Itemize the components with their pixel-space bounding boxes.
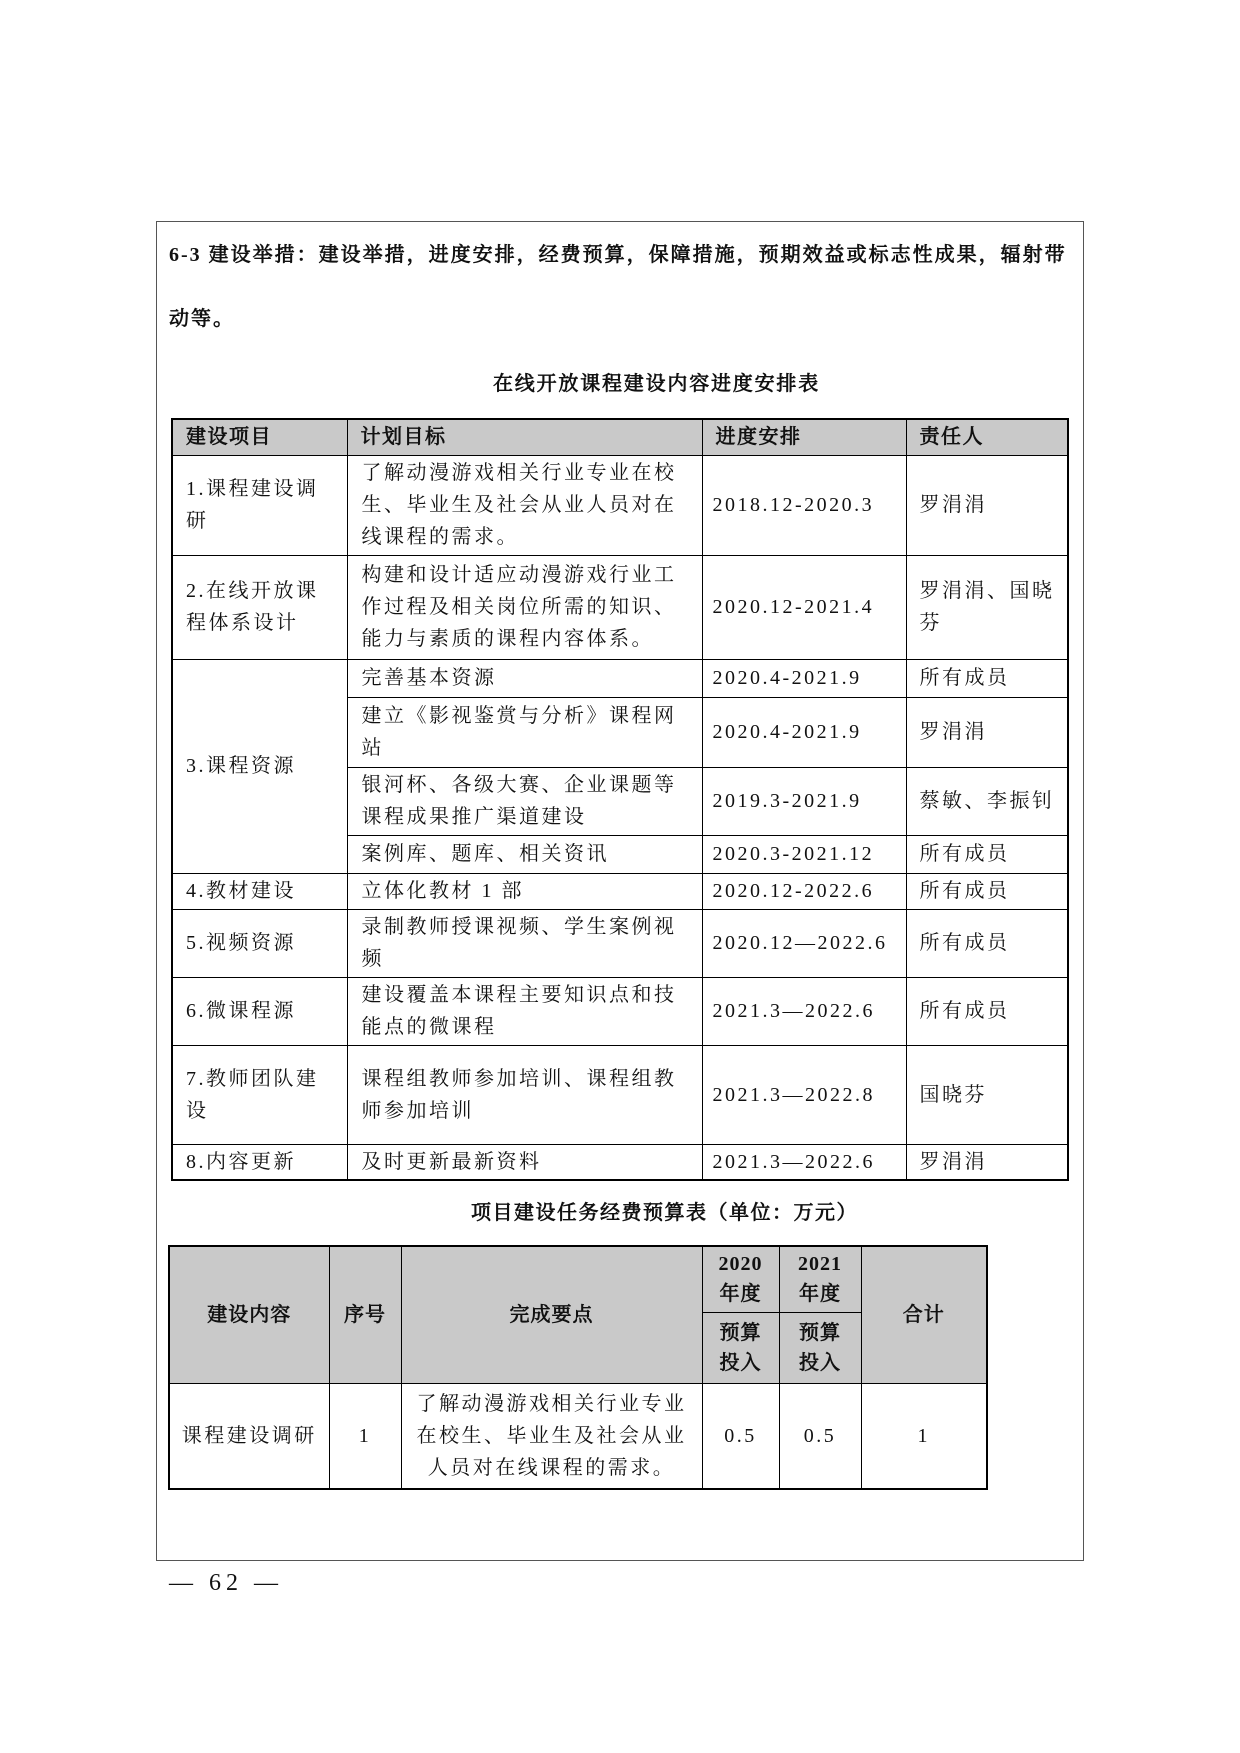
budget-table-title: 项目建设任务经费预算表（单位：万元） — [471, 1202, 858, 1224]
budget-2021-cell: 0.5 — [779, 1383, 861, 1489]
schedule-cell: 2020.12-2022.6 — [702, 873, 906, 909]
budget-2021-label: 预算投入 — [799, 1321, 841, 1374]
column-header-key-points: 完成要点 — [401, 1246, 702, 1383]
table-header-row — [172, 419, 1068, 455]
table-row — [172, 977, 1068, 1045]
goal-cell: 课程组教师参加培训、课程组教师参加培训 — [347, 1045, 702, 1144]
goal-cell: 建设覆盖本课程主要知识点和技能点的微课程 — [347, 977, 702, 1045]
table-row — [172, 555, 1068, 659]
goal-cell: 案例库、题库、相关资讯 — [347, 835, 702, 873]
item-cell: 6.微课程源 — [172, 977, 347, 1045]
section-heading-line: 动等。 — [169, 308, 235, 330]
item-cell: 5.视频资源 — [172, 909, 347, 977]
key-points-cell: 了解动漫游戏相关行业专业在校生、毕业生及社会从业人员对在线课程的需求。 — [401, 1383, 702, 1489]
item-cell: 2.在线开放课程体系设计 — [172, 555, 347, 659]
budget-table — [168, 1245, 988, 1490]
page-number: — 62 — — [169, 1570, 283, 1596]
budget-2020-label: 预算投入 — [719, 1321, 762, 1374]
goal-cell: 完善基本资源 — [347, 659, 702, 697]
item-cell: 4.教材建设 — [172, 873, 347, 909]
schedule-table — [171, 418, 1069, 1181]
schedule-cell: 2021.3—2022.6 — [702, 1144, 906, 1180]
column-header-owner: 责任人 — [906, 419, 1068, 455]
schedule-table-title: 在线开放课程建设内容进度安排表 — [493, 373, 820, 395]
schedule-cell: 2021.3—2022.6 — [702, 977, 906, 1045]
column-header-total: 合计 — [861, 1246, 987, 1383]
column-header-item: 建设项目 — [172, 419, 347, 455]
schedule-cell: 2020.4-2021.9 — [702, 659, 906, 697]
goal-cell: 立体化教材 1 部 — [347, 873, 702, 909]
item-cell: 7.教师团队建设 — [172, 1045, 347, 1144]
number-cell: 1 — [329, 1383, 401, 1489]
goal-cell: 了解动漫游戏相关行业专业在校生、毕业生及社会从业人员对在线课程的需求。 — [347, 455, 702, 555]
goal-cell: 银河杯、各级大赛、企业课题等课程成果推广渠道建设 — [347, 767, 702, 835]
goal-cell: 及时更新最新资料 — [347, 1144, 702, 1180]
schedule-cell: 2020.3-2021.12 — [702, 835, 906, 873]
table-row — [172, 1045, 1068, 1144]
item-cell: 8.内容更新 — [172, 1144, 347, 1180]
table-row — [172, 455, 1068, 555]
owner-cell: 蔡敏、李振钊 — [906, 767, 1068, 835]
content-cell: 课程建设调研 — [169, 1383, 329, 1489]
year-2020-label: 2020年度 — [718, 1253, 763, 1306]
owner-cell: 罗涓涓 — [906, 1144, 1068, 1180]
table-row — [169, 1383, 987, 1489]
budget-2020-cell: 0.5 — [702, 1383, 779, 1489]
column-header-budget-2020 — [702, 1312, 779, 1383]
schedule-cell: 2021.3—2022.8 — [702, 1045, 906, 1144]
schedule-cell: 2020.12—2022.6 — [702, 909, 906, 977]
owner-cell: 罗涓涓、国晓芬 — [906, 555, 1068, 659]
goal-cell: 构建和设计适应动漫游戏行业工作过程及相关岗位所需的知识、能力与素质的课程内容体系。 — [347, 555, 702, 659]
table-row — [172, 873, 1068, 909]
owner-cell: 所有成员 — [906, 909, 1068, 977]
year-2021-label: 2021年度 — [798, 1253, 842, 1306]
column-header-number: 序号 — [329, 1246, 401, 1383]
schedule-cell: 2020.12-2021.4 — [702, 555, 906, 659]
column-header-content: 建设内容 — [169, 1246, 329, 1383]
column-header-schedule: 进度安排 — [702, 419, 906, 455]
section-heading-line: 6-3 建设举措：建设举措，进度安排，经费预算，保障措施，预期效益或标志性成果，辐射带 — [169, 244, 1067, 266]
owner-cell: 所有成员 — [906, 873, 1068, 909]
column-header-goal: 计划目标 — [347, 419, 702, 455]
table-row — [172, 659, 1068, 697]
schedule-cell: 2020.4-2021.9 — [702, 697, 906, 767]
table-row — [172, 1144, 1068, 1180]
owner-cell: 所有成员 — [906, 835, 1068, 873]
goal-cell: 录制教师授课视频、学生案例视频 — [347, 909, 702, 977]
owner-cell: 国晓芬 — [906, 1045, 1068, 1144]
column-header-budget-2021 — [779, 1312, 861, 1383]
column-header-year-2020 — [702, 1246, 779, 1312]
item-cell: 3.课程资源 — [172, 659, 347, 873]
owner-cell: 所有成员 — [906, 977, 1068, 1045]
table-header-row — [169, 1246, 987, 1312]
table-row — [172, 909, 1068, 977]
owner-cell: 罗涓涓 — [906, 455, 1068, 555]
schedule-cell: 2018.12-2020.3 — [702, 455, 906, 555]
total-cell: 1 — [861, 1383, 987, 1489]
column-header-year-2021 — [779, 1246, 861, 1312]
schedule-cell: 2019.3-2021.9 — [702, 767, 906, 835]
item-cell: 1.课程建设调研 — [172, 455, 347, 555]
goal-cell: 建立《影视鉴赏与分析》课程网站 — [347, 697, 702, 767]
owner-cell: 所有成员 — [906, 659, 1068, 697]
owner-cell: 罗涓涓 — [906, 697, 1068, 767]
